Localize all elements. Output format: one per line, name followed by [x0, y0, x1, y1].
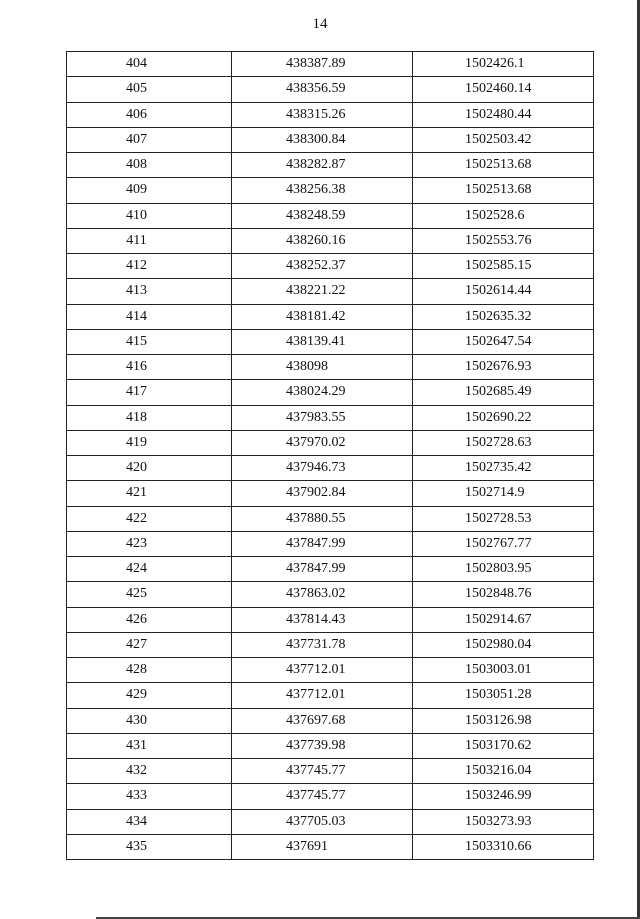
- x-coordinate-cell: 438256.38: [232, 178, 413, 203]
- table-row: [67, 355, 594, 380]
- table-row: [67, 380, 594, 405]
- y-coordinate-cell: 1503003.01: [413, 658, 594, 683]
- y-coordinate-cell: 1502614.44: [413, 279, 594, 304]
- y-coordinate-cell: 1502980.04: [413, 632, 594, 657]
- y-coordinate-cell: 1502714.9: [413, 481, 594, 506]
- page-number: 14: [312, 16, 328, 32]
- x-coordinate-cell: 437691: [232, 834, 413, 859]
- table-row: [67, 481, 594, 506]
- x-coordinate-cell: 438315.26: [232, 102, 413, 127]
- table-row: [67, 77, 594, 102]
- x-coordinate-cell: 438181.42: [232, 304, 413, 329]
- x-coordinate-cell: 437731.78: [232, 632, 413, 657]
- x-coordinate-cell: 438098: [232, 355, 413, 380]
- point-number-cell: 408: [67, 153, 232, 178]
- y-coordinate-cell: 1502635.32: [413, 304, 594, 329]
- x-coordinate-cell: 438248.59: [232, 203, 413, 228]
- table-row: [67, 127, 594, 152]
- x-coordinate-cell: 437902.84: [232, 481, 413, 506]
- table-row: [67, 52, 594, 77]
- x-coordinate-cell: 438387.89: [232, 52, 413, 77]
- table-row: [67, 228, 594, 253]
- table-row: [67, 456, 594, 481]
- point-number-cell: 435: [67, 834, 232, 859]
- x-coordinate-cell: 437880.55: [232, 506, 413, 531]
- table-row: [67, 178, 594, 203]
- table-row: [67, 203, 594, 228]
- point-number-cell: 426: [67, 607, 232, 632]
- x-coordinate-cell: 438024.29: [232, 380, 413, 405]
- y-coordinate-cell: 1502513.68: [413, 178, 594, 203]
- point-number-cell: 411: [67, 228, 232, 253]
- table-row: [67, 102, 594, 127]
- y-coordinate-cell: 1502426.1: [413, 52, 594, 77]
- table-row: [67, 809, 594, 834]
- point-number-cell: 424: [67, 557, 232, 582]
- point-number-cell: 434: [67, 809, 232, 834]
- y-coordinate-cell: 1502914.67: [413, 607, 594, 632]
- x-coordinate-cell: 438356.59: [232, 77, 413, 102]
- y-coordinate-cell: 1502803.95: [413, 557, 594, 582]
- y-coordinate-cell: 1502728.53: [413, 506, 594, 531]
- coordinates-table-wrapper: [66, 51, 593, 860]
- table-row: [67, 557, 594, 582]
- x-coordinate-cell: 437970.02: [232, 430, 413, 455]
- point-number-cell: 413: [67, 279, 232, 304]
- y-coordinate-cell: 1503216.04: [413, 759, 594, 784]
- x-coordinate-cell: 438221.22: [232, 279, 413, 304]
- y-coordinate-cell: 1502480.44: [413, 102, 594, 127]
- x-coordinate-cell: 438282.87: [232, 153, 413, 178]
- point-number-cell: 417: [67, 380, 232, 405]
- point-number-cell: 427: [67, 632, 232, 657]
- x-coordinate-cell: 437712.01: [232, 683, 413, 708]
- y-coordinate-cell: 1503273.93: [413, 809, 594, 834]
- x-coordinate-cell: 437739.98: [232, 733, 413, 758]
- y-coordinate-cell: 1502767.77: [413, 531, 594, 556]
- table-row: [67, 784, 594, 809]
- table-row: [67, 430, 594, 455]
- table-row: [67, 733, 594, 758]
- x-coordinate-cell: 437745.77: [232, 784, 413, 809]
- y-coordinate-cell: 1502685.49: [413, 380, 594, 405]
- x-coordinate-cell: 438139.41: [232, 329, 413, 354]
- table-row: [67, 254, 594, 279]
- x-coordinate-cell: 438252.37: [232, 254, 413, 279]
- point-number-cell: 410: [67, 203, 232, 228]
- x-coordinate-cell: 437705.03: [232, 809, 413, 834]
- y-coordinate-cell: 1502728.63: [413, 430, 594, 455]
- table-row: [67, 607, 594, 632]
- y-coordinate-cell: 1502848.76: [413, 582, 594, 607]
- point-number-cell: 420: [67, 456, 232, 481]
- x-coordinate-cell: 438260.16: [232, 228, 413, 253]
- point-number-cell: 422: [67, 506, 232, 531]
- x-coordinate-cell: 437697.68: [232, 708, 413, 733]
- point-number-cell: 433: [67, 784, 232, 809]
- table-row: [67, 658, 594, 683]
- y-coordinate-cell: 1502528.6: [413, 203, 594, 228]
- point-number-cell: 430: [67, 708, 232, 733]
- x-coordinate-cell: 437983.55: [232, 405, 413, 430]
- x-coordinate-cell: 437745.77: [232, 759, 413, 784]
- table-row: [67, 405, 594, 430]
- y-coordinate-cell: 1502647.54: [413, 329, 594, 354]
- point-number-cell: 419: [67, 430, 232, 455]
- x-coordinate-cell: 437847.99: [232, 531, 413, 556]
- x-coordinate-cell: 438300.84: [232, 127, 413, 152]
- table-row: [67, 632, 594, 657]
- x-coordinate-cell: 437946.73: [232, 456, 413, 481]
- table-row: [67, 329, 594, 354]
- point-number-cell: 431: [67, 733, 232, 758]
- y-coordinate-cell: 1502553.76: [413, 228, 594, 253]
- y-coordinate-cell: 1502460.14: [413, 77, 594, 102]
- y-coordinate-cell: 1502676.93: [413, 355, 594, 380]
- table-row: [67, 279, 594, 304]
- table-row: [67, 683, 594, 708]
- table-row: [67, 708, 594, 733]
- point-number-cell: 428: [67, 658, 232, 683]
- y-coordinate-cell: 1503170.62: [413, 733, 594, 758]
- y-coordinate-cell: 1502513.68: [413, 153, 594, 178]
- table-row: [67, 153, 594, 178]
- x-coordinate-cell: 437814.43: [232, 607, 413, 632]
- point-number-cell: 418: [67, 405, 232, 430]
- point-number-cell: 414: [67, 304, 232, 329]
- point-number-cell: 429: [67, 683, 232, 708]
- table-row: [67, 582, 594, 607]
- x-coordinate-cell: 437863.02: [232, 582, 413, 607]
- y-coordinate-cell: 1503310.66: [413, 834, 594, 859]
- y-coordinate-cell: 1503246.99: [413, 784, 594, 809]
- point-number-cell: 423: [67, 531, 232, 556]
- table-row: [67, 759, 594, 784]
- y-coordinate-cell: 1503051.28: [413, 683, 594, 708]
- point-number-cell: 409: [67, 178, 232, 203]
- point-number-cell: 416: [67, 355, 232, 380]
- point-number-cell: 412: [67, 254, 232, 279]
- table-row: [67, 304, 594, 329]
- y-coordinate-cell: 1502690.22: [413, 405, 594, 430]
- point-number-cell: 405: [67, 77, 232, 102]
- x-coordinate-cell: 437712.01: [232, 658, 413, 683]
- table-row: [67, 506, 594, 531]
- point-number-cell: 415: [67, 329, 232, 354]
- point-number-cell: 432: [67, 759, 232, 784]
- y-coordinate-cell: 1502503.42: [413, 127, 594, 152]
- x-coordinate-cell: 437847.99: [232, 557, 413, 582]
- y-coordinate-cell: 1502735.42: [413, 456, 594, 481]
- point-number-cell: 425: [67, 582, 232, 607]
- y-coordinate-cell: 1502585.15: [413, 254, 594, 279]
- point-number-cell: 404: [67, 52, 232, 77]
- table-row: [67, 834, 594, 859]
- y-coordinate-cell: 1503126.98: [413, 708, 594, 733]
- point-number-cell: 406: [67, 102, 232, 127]
- point-number-cell: 421: [67, 481, 232, 506]
- point-number-cell: 407: [67, 127, 232, 152]
- coordinates-table: [66, 51, 594, 860]
- coordinates-table-body: [67, 52, 594, 860]
- table-row: [67, 531, 594, 556]
